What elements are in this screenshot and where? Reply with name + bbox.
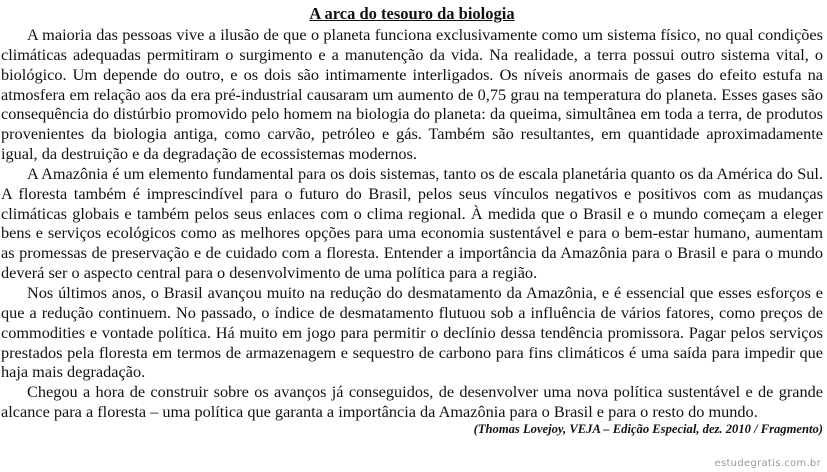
source-citation: (Thomas Lovejoy, VEJA – Edição Especial, dez. 2010 / Fragmento) <box>473 422 823 436</box>
paragraph-2: A Amazônia é um elemento fundamental para os dois sistemas, tanto os de escala planetária quanto os da América do Sul. A floresta também é imprescindível para o futuro do Brasil, pelos seus vínculos negativos e positivos com as mudanças climáticas globais e também pelos seus enlaces com o clima regional. À medida que o Brasil e o mundo começam a eleger bens e serviços ecológicos como as melhores opções para uma economia sustentável e para o bem-estar humano, aumentam as promessas de preservação e de cuidado com a floresta. Entender a importância da Amazônia para o Brasil e para o mundo deverá ser o aspecto central para o desenvolvimento de uma política para a região. <box>1 163 823 283</box>
site-watermark: estudegratis.com.br <box>714 458 821 469</box>
paragraph-4: Chegou a hora de construir sobre os avanços já conseguidos, de desenvolver uma nova política sustentável e de grande alcance para a floresta – uma política que garanta a importância da Amazônia para o Brasil e para o resto do mundo. <box>1 382 823 422</box>
article-title: A arca do tesouro da biologia <box>309 4 515 23</box>
article <box>1 3 823 422</box>
paragraph-1: A maioria das pessoas vive a ilusão de que o planeta funciona exclusivamente como um sistema físico, no qual condições climáticas adequadas permitiram o surgimento e a manutenção da vida. Na realidade, a terra possui outro sistema vital, o biológico. Um depende do outro, e os dois são intimamente interligados. Os níveis anormais de gases do efeito estufa na atmosfera em relação aos da era pré-industrial causaram um aumento de 0,75 grau na temperatura do planeta. Esses gases são consequência do distúrbio promovido pelo homem na biologia do planeta: da queima, simultânea em toda a terra, de produtos provenientes da biologia antiga, como carvão, petróleo e gás. Também são resultantes, em quantidade aproximadamente igual, da destruição e da degradação de ecossistemas modernos. <box>1 25 823 164</box>
paragraph-3: Nos últimos anos, o Brasil avançou muito na redução do desmatamento da Amazônia, e é essencial que esses esforços e que a redução continuem. No passado, o índice de desmatamento flutuou sob a influência de vários fatores, como preços de commodities e vontade política. Há muito em jogo para permitir o declínio dessa tendência promissora. Pagar pelos serviços prestados pela floresta em termos de armazenagem e sequestro de carbono para fins climáticos é uma saída para impedir que haja mais degradação. <box>1 282 823 382</box>
